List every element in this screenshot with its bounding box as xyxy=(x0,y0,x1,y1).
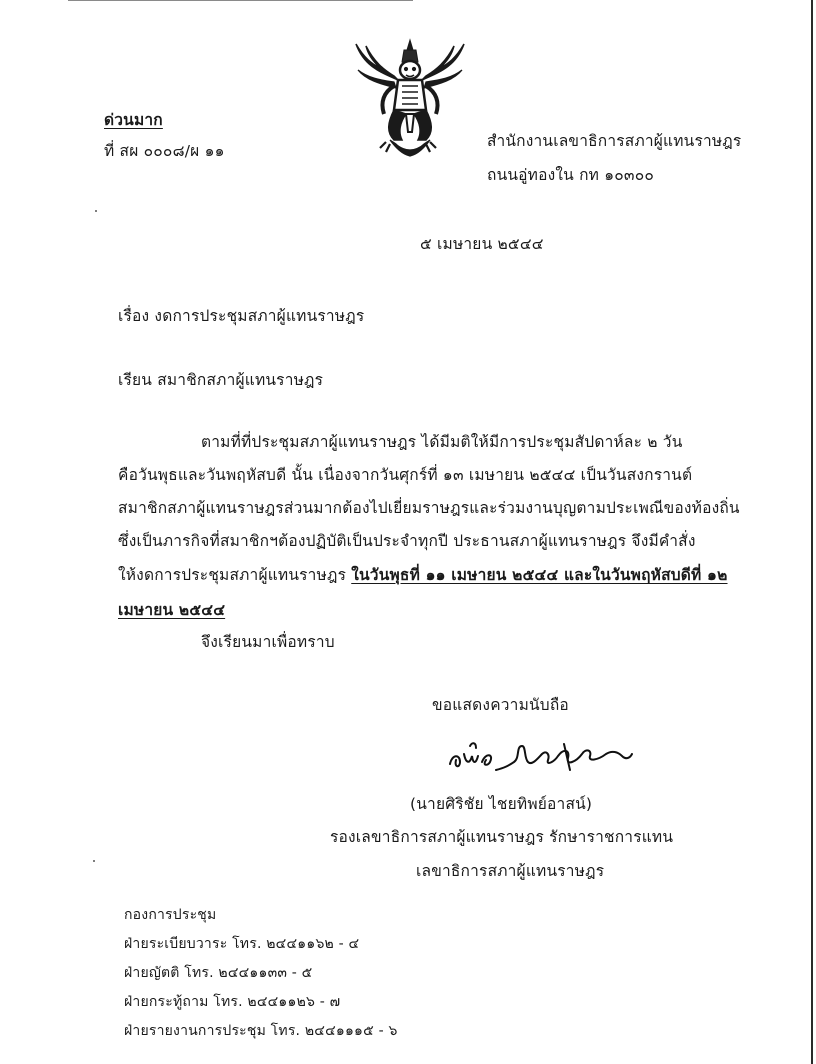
scan-speck xyxy=(95,210,97,212)
body-line-3: สมาชิกสภาผู้แทนราษฎรส่วนมากต้องไปเยี่ยมราษฎรและร่วมงานบุญตามประเพณีของท้องถิ่น xyxy=(118,499,740,517)
subject-line: เรื่อง งดการประชุมสภาผู้แทนราษฎร xyxy=(118,307,365,325)
signatory-title-1: รองเลขาธิการสภาผู้แทนราษฎร รักษาราชการแทน xyxy=(330,828,674,846)
body-line-4: ซึ่งเป็นภารกิจที่สมาชิกฯต้องปฏิบัติเป็นประจำทุกปี ประธานสภาผู้แทนราษฎร จึงมีคำสั่ง xyxy=(118,532,696,550)
body-line-1: ตามที่ที่ประชุมสภาผู้แทนราษฎร ได้มีมติให้มีการประชุมสัปดาห์ละ ๒ วัน xyxy=(201,433,683,451)
reference-number: ที่ สผ ๐๐๐๘/ผ ๑๑ xyxy=(104,142,225,160)
signatory-name: (นายศิริชัย ไชยทิพย์อาสน์) xyxy=(410,795,593,813)
body-line-6-emphasis: เมษายน ๒๕๔๔ xyxy=(118,601,226,619)
scan-speck xyxy=(93,860,95,862)
letter-date: ๕ เมษายน ๒๕๔๔ xyxy=(420,235,544,253)
garuda-emblem-icon xyxy=(350,36,470,158)
office-address: ถนนอู่ทองใน กท ๑๐๓๐๐ xyxy=(487,166,655,184)
contact-line: ฝ่ายระเบียบวาระ โทร. ๒๔๔๑๑๖๒ - ๔ xyxy=(124,936,360,952)
urgency-label: ด่วนมาก xyxy=(104,111,163,129)
body-line-5 xyxy=(118,565,728,585)
scan-edge-right xyxy=(811,0,813,1064)
contact-line: ฝ่ายรายงานการประชุม โทร. ๒๔๔๑๑๑๕ - ๖ xyxy=(124,1023,398,1039)
contact-line: ฝ่ายญัตติ โทร. ๒๔๔๑๑๓๓ - ๕ xyxy=(124,965,313,981)
body-line-2: คือวันพุธและวันพฤหัสบดี นั้น เนื่องจากวันศุกร์ที่ ๑๓ เมษายน ๒๕๔๔ เป็นวันสงกรานต์ xyxy=(118,466,693,484)
division-name: กองการประชุม xyxy=(124,907,217,923)
complimentary-close: ขอแสดงความนับถือ xyxy=(432,696,569,714)
salutation-line: เรียน สมาชิกสภาผู้แทนราษฎร xyxy=(118,371,324,389)
signatory-title-2: เลขาธิการสภาผู้แทนราษฎร xyxy=(416,862,605,880)
contact-line: ฝ่ายกระทู้ถาม โทร. ๒๔๔๑๑๒๖ - ๗ xyxy=(124,994,341,1010)
body-line-5-emphasis: ในวันพุธที่ ๑๑ เมษายน ๒๕๔๔ และในวันพฤหัสบดีที่ ๑๒ xyxy=(351,566,728,584)
office-name: สำนักงานเลขาธิการสภาผู้แทนราษฎร xyxy=(487,132,742,150)
scan-edge-top xyxy=(68,0,413,1)
closing-request: จึงเรียนมาเพื่อทราบ xyxy=(201,633,335,651)
body-line-5-plain: ให้งดการประชุมสภาผู้แทนราษฎร xyxy=(118,566,352,584)
handwritten-signature xyxy=(446,740,636,776)
